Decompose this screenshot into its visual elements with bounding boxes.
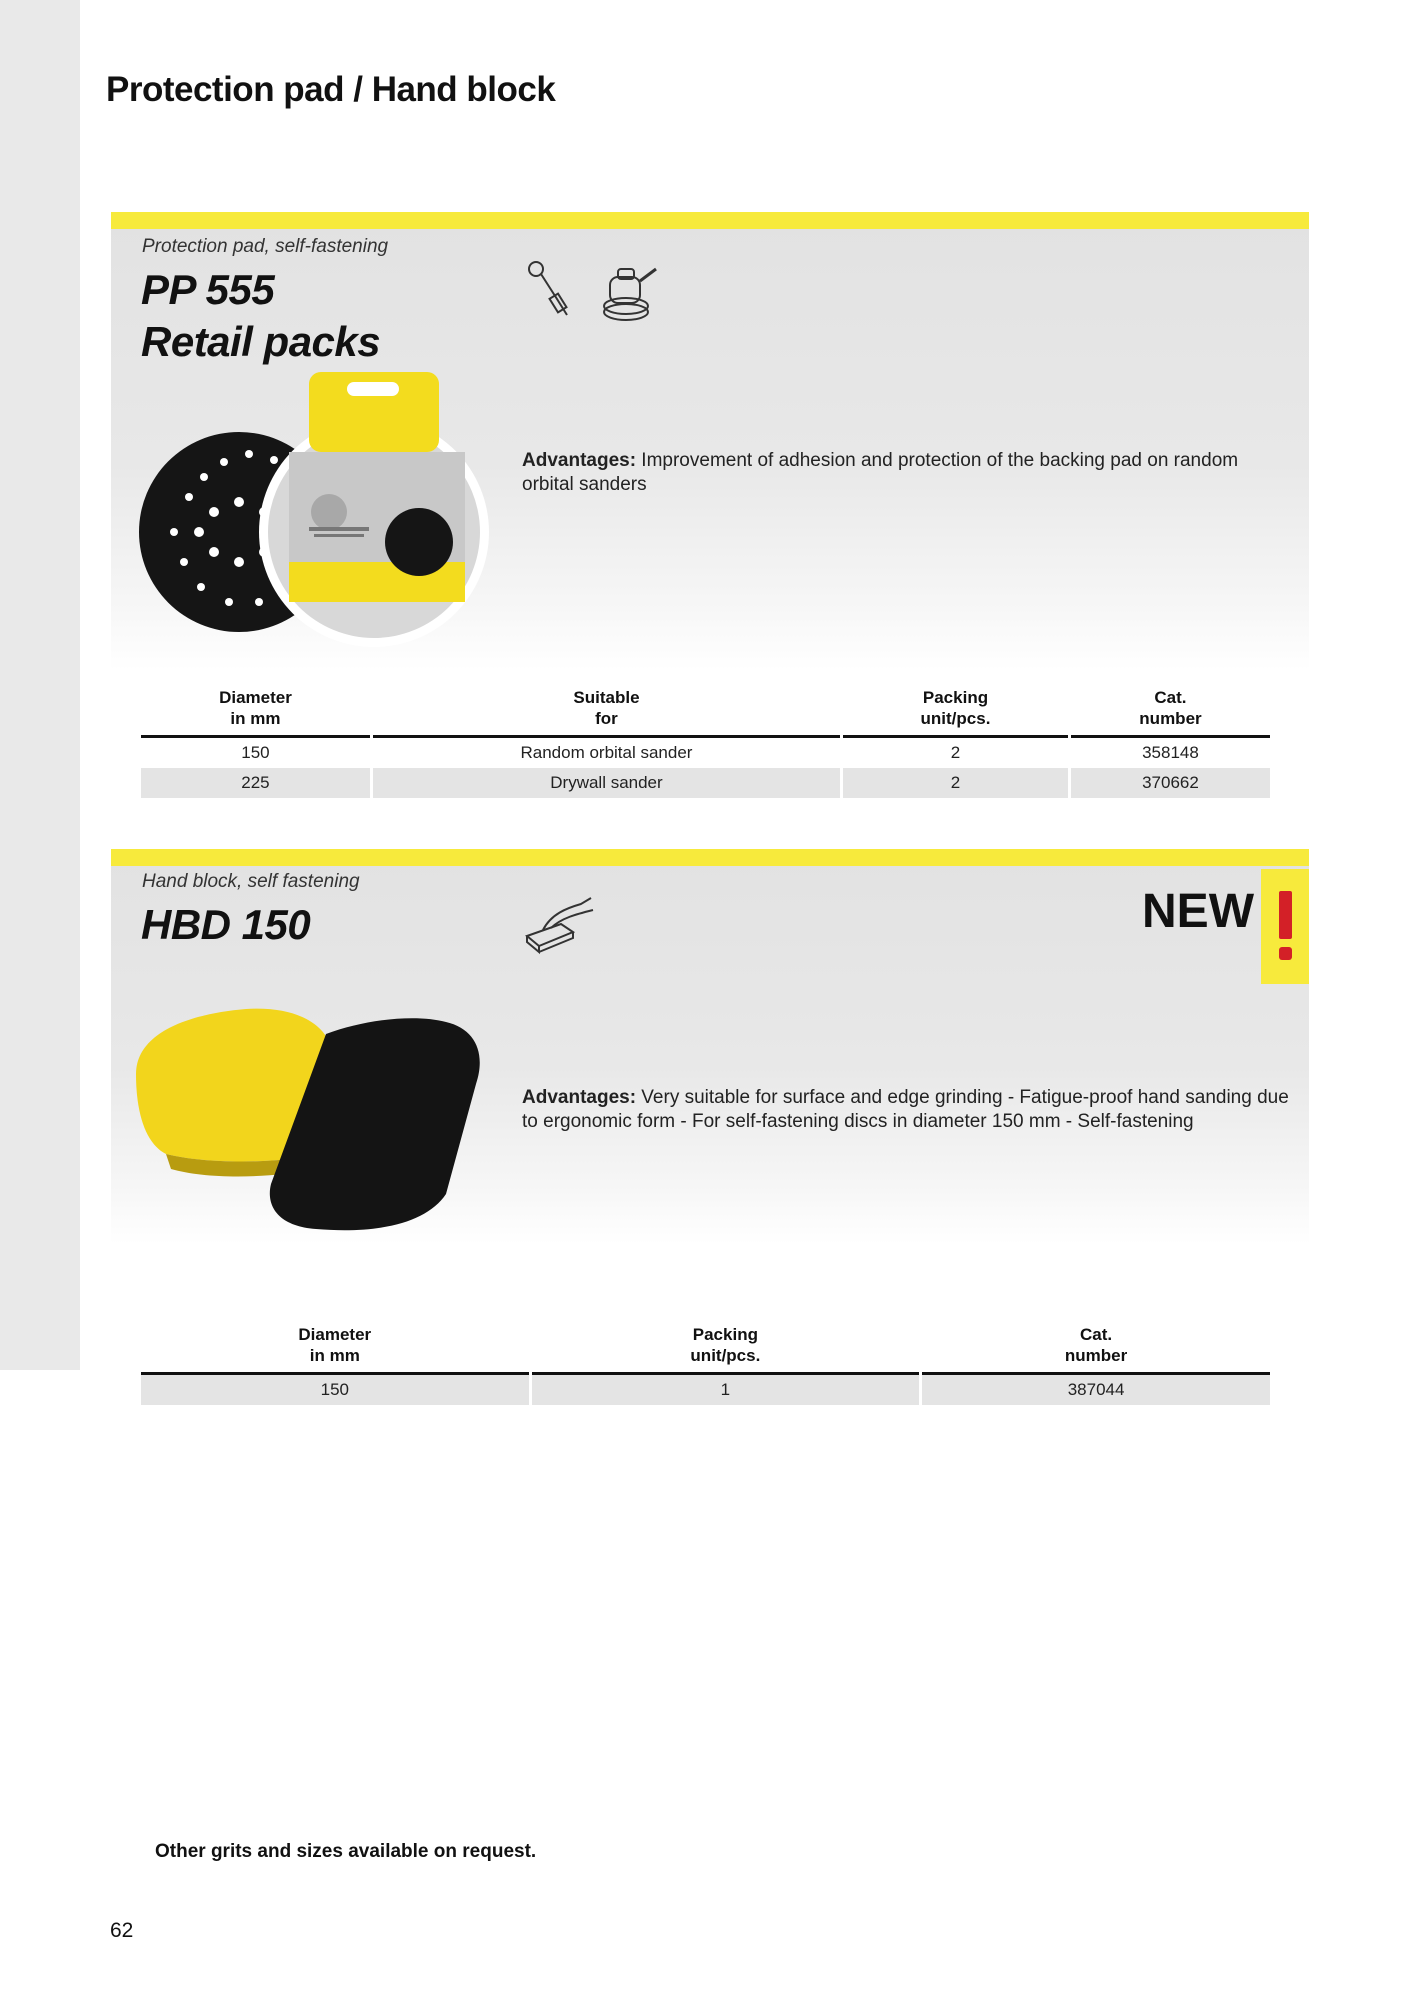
column-header-packing: Packing unit/pcs. xyxy=(532,1324,920,1375)
table-cell: Drywall sander xyxy=(373,768,840,798)
product-subtitle: Hand block, self fastening xyxy=(142,871,360,892)
product-advantages xyxy=(522,449,1292,497)
table-cell: 1 xyxy=(532,1375,920,1405)
spec-table-pp555 xyxy=(138,687,1273,798)
table-row xyxy=(141,738,1270,768)
product-name-line: PP 555 xyxy=(141,266,275,313)
product-name xyxy=(141,264,380,368)
table-cell: 387044 xyxy=(922,1375,1270,1405)
table-cell: 358148 xyxy=(1142,743,1199,762)
table-cell: Random orbital sander xyxy=(520,743,693,762)
product-image-pp555 xyxy=(129,362,519,662)
column-header-packing: Packing unit/pcs. xyxy=(843,687,1068,738)
table-cell: 150 xyxy=(141,1375,529,1405)
product-name-line: Retail packs xyxy=(141,318,381,365)
advantages-label: Advantages: xyxy=(522,450,637,471)
section-accent-bar xyxy=(111,212,1309,229)
spec-table-hbd150 xyxy=(138,1324,1273,1405)
section-accent-bar xyxy=(111,849,1309,866)
product-section-hbd150 xyxy=(111,849,1309,1244)
table-row xyxy=(141,1375,1270,1405)
advantages-text: Improvement of adhesion and protection of the backing pad on random orbital sanders xyxy=(522,450,1239,495)
column-header-diameter: Diameter in mm xyxy=(141,687,370,738)
product-subtitle: Protection pad, self-fastening xyxy=(142,236,389,257)
column-header-cat-number: Cat. number xyxy=(1071,687,1270,738)
product-name-line: HBD 150 xyxy=(141,901,311,948)
column-header-suitable-for: Suitable for xyxy=(373,687,840,738)
page-number: 62 xyxy=(110,1919,134,1942)
product-section-pp555 xyxy=(111,212,1309,670)
table-row xyxy=(141,768,1270,798)
left-margin-strip xyxy=(0,0,80,1370)
column-header-diameter: Diameter in mm xyxy=(141,1324,529,1375)
new-label: NEW xyxy=(1142,885,1254,938)
footnote: Other grits and sizes available on request. xyxy=(155,1841,537,1862)
table-cell: 2 xyxy=(843,768,1068,798)
advantages-text: Very suitable for surface and edge grinding - Fatigue-proof hand sanding due to ergonomic form - For self-fastening discs in diameter 150 mm - Self-fastening xyxy=(522,1087,1289,1132)
advantages-label: Advantages: xyxy=(522,1087,637,1108)
table-cell: 150 xyxy=(241,743,270,762)
product-image-hbd150 xyxy=(126,994,511,1234)
random-orbital-sander-icon xyxy=(596,257,661,327)
exclamation-icon xyxy=(1261,869,1309,984)
hand-sanding-icon xyxy=(521,894,601,959)
new-badge xyxy=(1139,869,1309,984)
product-advantages xyxy=(522,1086,1292,1134)
page-title: Protection pad / Hand block xyxy=(106,70,556,109)
orbital-sander-cable-icon xyxy=(527,257,577,327)
product-name xyxy=(141,899,310,951)
column-header-cat-number: Cat. number xyxy=(922,1324,1270,1375)
table-cell: 370662 xyxy=(1071,768,1270,798)
table-cell: 2 xyxy=(950,743,961,762)
table-cell: 225 xyxy=(141,768,370,798)
